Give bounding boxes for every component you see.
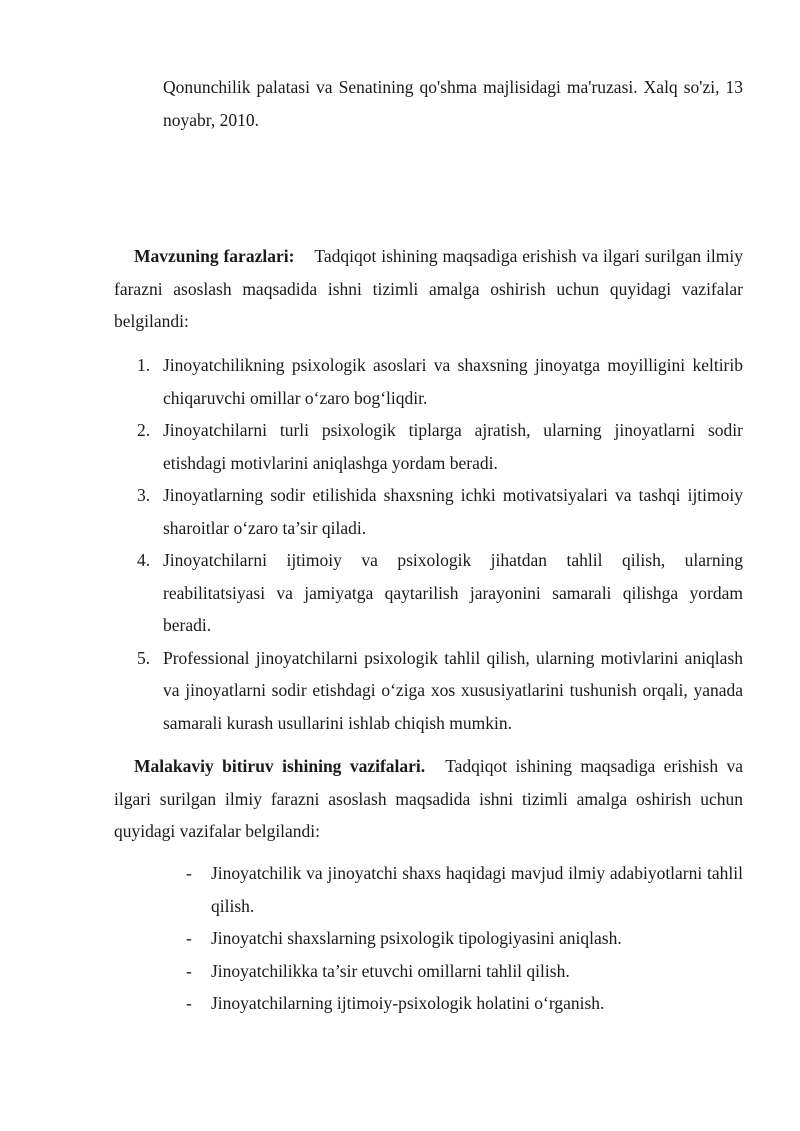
- list-item-number: 2.: [137, 420, 151, 440]
- list-item-number: 1.: [137, 355, 151, 375]
- list-item-text: Professional jinoyatchilarni psixologik tahlil qilish, ularning motivlarini aniqlash va jinoyatlarni sodir etishdagi o‘ziga xos xususiyatlarini tushunish orqali, yanada samarali kurash usullarini ishlab chiqish mumkin.: [163, 647, 743, 733]
- list-item-text: Jinoyatchilikning psixologik asoslari va shaxsning jinoyatga moyilligini keltirib chiqaruvchi omillar o‘zaro bog‘liqdir.: [163, 355, 743, 408]
- list-item: [186, 987, 743, 1020]
- list-item-text: Jinoyatchilikka ta’sir etuvchi omillarni tahlil qilish.: [211, 960, 570, 981]
- list-item-text: Jinoyatchilarni ijtimoiy va psixologik jihatdan tahlil qilish, ularning reabilitatsiyasi va jamiyatga qaytarilish jarayonini samarali qilishga yordam beradi.: [163, 550, 743, 635]
- tasks-paragraph: [114, 750, 743, 848]
- hypotheses-section: [114, 240, 743, 338]
- list-item: [114, 479, 743, 544]
- intro-paragraph: [163, 71, 743, 136]
- hypotheses-heading: Mavzuning farazlari:: [134, 246, 295, 266]
- hypotheses-paragraph: [114, 240, 743, 338]
- tasks-section: [114, 750, 743, 848]
- intro-text: Qonunchilik palatasi va Senatining qo'shma majlisidagi ma'ruzasi. Xalq so'zi, 13 noyabr, 2010.: [163, 77, 743, 130]
- list-item-text: Jinoyatchilik va jinoyatchi shaxs haqidagi mavjud ilmiy adabiyotlarni tahlil qilish.: [211, 863, 743, 916]
- list-item: [186, 857, 743, 922]
- tasks-heading: Malakaviy bitiruv ishining vazifalari.: [134, 756, 426, 776]
- dash-bullet: -: [186, 993, 192, 1013]
- list-item: [114, 349, 743, 414]
- list-item-text: Jinoyatchi shaxslarning psixologik tipologiyasini aniqlash.: [211, 928, 622, 948]
- tasks-list: [186, 857, 743, 1020]
- dash-bullet: -: [186, 960, 192, 981]
- dash-bullet: -: [186, 928, 192, 948]
- list-item: [114, 642, 743, 740]
- list-item-number: 5.: [137, 647, 151, 668]
- list-item-number: 3.: [137, 485, 151, 505]
- list-item: [186, 922, 743, 955]
- dash-bullet: -: [186, 863, 192, 883]
- list-item-number: 4.: [137, 550, 151, 570]
- hypotheses-body: Tadqiqot ishining maqsadiga erishish va ilgari surilgan ilmiy farazni asoslash maqsadida ishni tizimli amalga oshirish uchun quyidagi vazifalar belgilandi:: [114, 246, 743, 331]
- tasks-body: Tadqiqot ishining maqsadiga erishish va ilgari surilgan ilmiy farazni asoslash maqsadida ishni tizimli amalga oshirish uchun quyidagi vazifalar belgilandi:: [114, 756, 743, 841]
- list-item: [186, 955, 743, 988]
- list-item: [114, 544, 743, 642]
- list-item-text: Jinoyatchilarning ijtimoiy-psixologik holatini o‘rganish.: [211, 993, 605, 1013]
- hypotheses-list: [114, 349, 743, 739]
- list-item-text: Jinoyatlarning sodir etilishida shaxsning ichki motivatsiyalari va tashqi ijtimoiy sharoitlar o‘zaro ta’sir qiladi.: [163, 485, 743, 538]
- list-item: [114, 414, 743, 479]
- list-item-text: Jinoyatchilarni turli psixologik tiplarga ajratish, ularning jinoyatlarni sodir etishdagi motivlarini aniqlashga yordam beradi.: [163, 420, 743, 473]
